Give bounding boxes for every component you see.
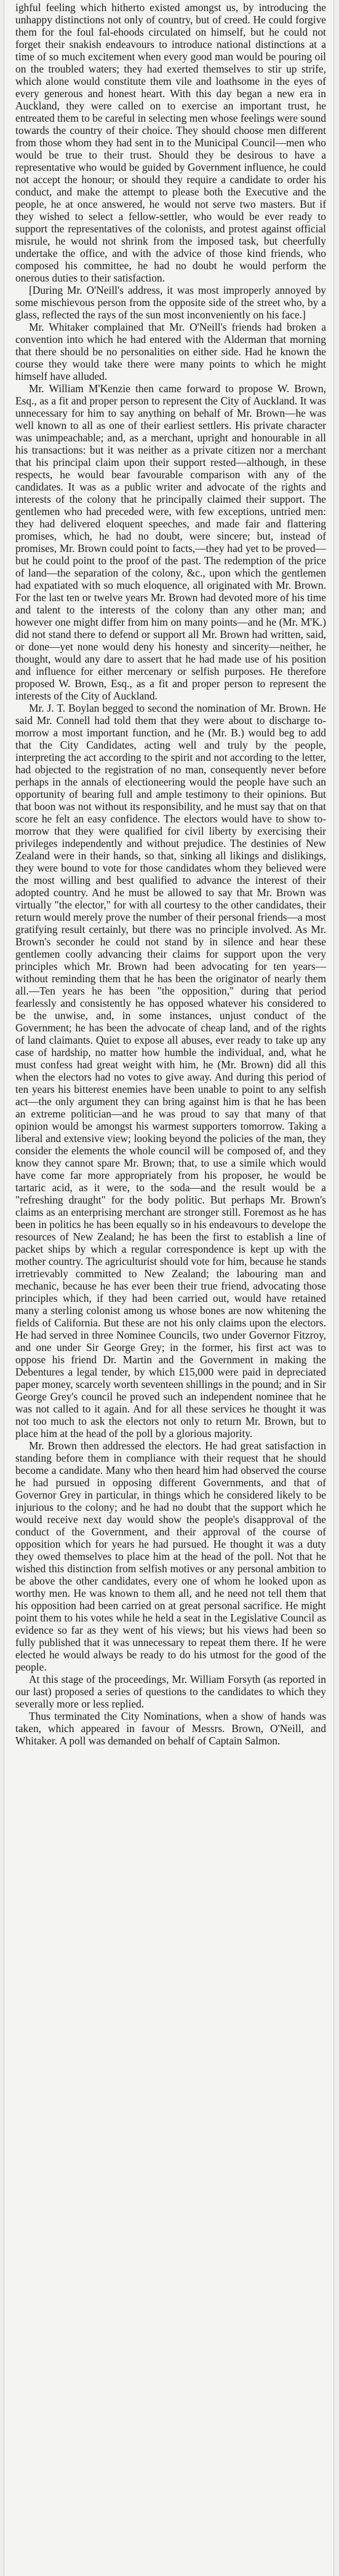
paragraph-bracketed-note: [During Mr. O'Neill's address, it was most improperly annoyed by some mischievous person from the opposite side of the street who, by a glass, reflected the rays of the sun most inconveniently on his face.] bbox=[15, 284, 326, 321]
paragraph-show-of-hands: Thus terminated the City Nominations, when a show of hands was taken, which appeared in favour of Messrs. Brown, O'Neill, and Whitaker. A poll was demanded on behalf of Captain Salmon. bbox=[15, 1710, 326, 1747]
article-body bbox=[4, 0, 333, 1747]
paragraph-mkenzie-proposal: Mr. William M'Kenzie then came forward to propose W. Brown, Esq., as a fit and proper person to represent the City of Auckland. It was unnecessary for him to say anything on behalf of Mr. Brown—he was well known to all as one of their earliest settlers. His private character was unimpeachable; and, as a merchant, upright and honourable in all his transactions: but it was neither as a private citizen nor a merchant that his principal claim upon their support rested—although, in these respects, he would bear favourable comparison with any of the candidates. It was as a public writer and advocate of the rights and interests of the colony that he principally claimed their support. The gentlemen who had preceded were, with few exceptions, untried men: they had delivered eloquent speeches, and made fair and flattering promises, which, he had no doubt, were sincere; but, instead of promises, Mr. Brown could point to facts,—they had yet to be proved—but he could point to the proof of the past. The redemption of the price of land—the separation of the colony, &c., upon which the gentlemen had expatiated with so much eloquence, all originated with Mr. Brown. For the last ten or twelve years Mr. Brown had devoted more of his time and talent to the interests of the colony than any other man; and however one might differ from him on many points—and he (Mr. M'K.) did not stand there to defend or support all Mr. Brown had written, said, or done—yet none would deny his honesty and sincerity—neither, he thought, would any dare to assert that he had made use of his position and influence for either mercenary or selfish purposes. He therefore proposed W. Brown, Esq., as a fit and proper person to represent the interests of the City of Auckland. bbox=[15, 382, 326, 702]
paragraph-brown-address: Mr. Brown then addressed the electors. He had great satisfaction in standing before them in compliance with their request that he should become a candidate. Many who then heard him had observed the course he had pursued in opposing different Governments, and that of Governor Grey in particular, in things which he considered likely to be injurious to the colony; and he had no doubt that the support which he would receive next day would show the people's disapproval of the conduct of the Government, and their approval of the course of opposition which for years he had pursued. He thought it was a duty they owed themselves to place him at the head of the poll. Not that he wished this distinction from selfish motives or any personal ambition to be above the other candidates, every one of whom he looked upon as worthy men. He was known to them all, and he need not tell them that his opposition had been carried on at great personal sacrifice. He might point them to his votes while he held a seat in the Legislative Council as evidence so far as they went of his views; but his views had been so fully published that it was unnecessary to repeat them there. If he were elected he would always be ready to do his utmost for the good of the people. bbox=[15, 1440, 326, 1673]
paragraph-oneill-address-ending: ighful feeling which hitherto existed amongst us, by introducing the unhappy distinctions not only of country, but of creed. He could forgive them for the foul fal-ehoods circulated on himself, but he could not forget their snakish endeavours to introduce national distinctions at a time of so much excitement when every good man would be pouring oil on the troubled waters; they had exerted themselves to stir up strife, which alone would constitute them vile and loathsome in the eyes of every generous and honest heart. With this day began a new era in Auckland, they were called on to exercise an important trust, he entreated them to be careful in selecting men whose feelings were sound towards the country of their choice. They should choose men different from those whom they had sent in to the Municipal Council—men who would be true to their trust. Should they be desirous to have a representative who would be guided by Government influence, he could not accept the honour; or should they require a candidate to order his conduct, and make the attempt to please both the Executive and the people, he at once answered, he would not serve two masters. But if they wished to select a fellow-settler, who would be ever ready to support the representatives of the colonists, and protest against official misrule, he would not shrink from the imposed task, but cheerfully undertake the office, and with the advice of those kind friends, who composed his committee, he had no doubt he would perform the onerous duties to their satisfaction. bbox=[15, 1, 326, 284]
paragraph-whitaker-complaint: Mr. Whitaker complained that Mr. O'Neill's friends had broken a convention into which he had entered with the Alderman that morning that there should be no personalities on either side. Had he known the course they would take there were many points to which he might himself have alluded. bbox=[15, 321, 326, 382]
paragraph-forsyth-questions: At this stage of the proceedings, Mr. William Forsyth (as reported in our last) proposed a series of questions to the candidates to which they severally more or less replied. bbox=[15, 1673, 326, 1710]
newspaper-column bbox=[4, 0, 334, 2576]
paragraph-boylan-seconding: Mr. J. T. Boylan begged to second the nomination of Mr. Brown. He said Mr. Connell had told them that they were about to discharge to-morrow a most important function, and he (Mr. B.) would beg to add that the City Candidates, acting well and truly by the people, interpreting the act according to the spirit and not according to the letter, had objected to the registration of no man, consequently never before perhaps in the annals of electioneering would the people have such an opportunity of bearing full and ample testimony to their opinions. But that boon was not without its responsibility, and he must say that on that score he felt an easy confidence. The electors would have to show to-morrow that they were qualified for civil liberty by exercising their privileges independently and without prejudice. The destinies of New Zealand were in their hands, so that, sinking all likings and dislikings, they were bound to vote for those candidates whom they believed were the most willing and best qualified to advance the interest of their adopted country. And he must be allowed to say that Mr. Brown was virtually "the elector," for with all courtesy to the other candidates, their return would merely prove the number of their personal friends—a most gratifying result certainly, but there was no principle involved. As Mr. Brown's seconder he could not stand by in silence and hear these gentlemen coolly advancing their claims for support upon the very principles which Mr. Brown had been advocating for ten years—without reminding them that he has been the originator of nearly them all.—Ten years he has been "the opposition," during that period fearlessly and consistently he has opposed whatever his considered to be the unwise, and, in some instances, unjust conduct of the Government; he has been the advocate of cheap land, and of the rights of land claimants. Quiet to expose all abuses, ever ready to take up any case of hardship, no matter how humble the individual, and, what he must confess had great weight with him, he (Mr. Brown) did all this when the electors had no votes to give away. And during this period of ten years his bitterest enemies have been unable to point to any selfish act—the only argument they can bring against him is that he has been an extreme politician—and he was proud to say that many of that opinion would be amongst his warmest supporters tomorrow. Taking a liberal and extensive view; looking beyond the policies of the man, they consider the elements the whole council will be composed of, and they know they cannot spare Mr. Brown; that, to use a simile which would have come far more appropriately from his proposer, he would be tartaric acid, as it were, to the soda—and the result would be a "refreshing draught" for the body politic. But perhaps Mr. Brown's claims as an enterprising merchant are stronger still. Foremost as he has been in politics he has been equally so in his endeavours to develope the resources of New Zealand; he has been the first to establish a line of packet ships by which a regular correspondence is kept up with the mother country. The agriculturist should vote for him, because he stands irretrievably committed to New Zealand; the labouring man and mechanic, because he has ever been their true friend, advocating those principles which, if they had been carried out, would have retained many a sterling colonist among us whose bones are now whitening the fields of California. But these are not his only claims upon the electors. He had served in three Nominee Councils, two under Governor Fitzroy, and one under Sir George Grey; in the former, his first act was to oppose his friend Dr. Martin and the Government in making the Debentures a legal tender, by which £15,000 were paid in depreciated paper money, scarcely worth seventeen shillings in the pound; and in Sir George Grey's council he proved such an independent nominee that he was not called to it again. And for all these services he thought it was not too much to ask the electors not only to return Mr. Brown, but to place him at the head of the poll by a glorious majority. bbox=[15, 702, 326, 1440]
